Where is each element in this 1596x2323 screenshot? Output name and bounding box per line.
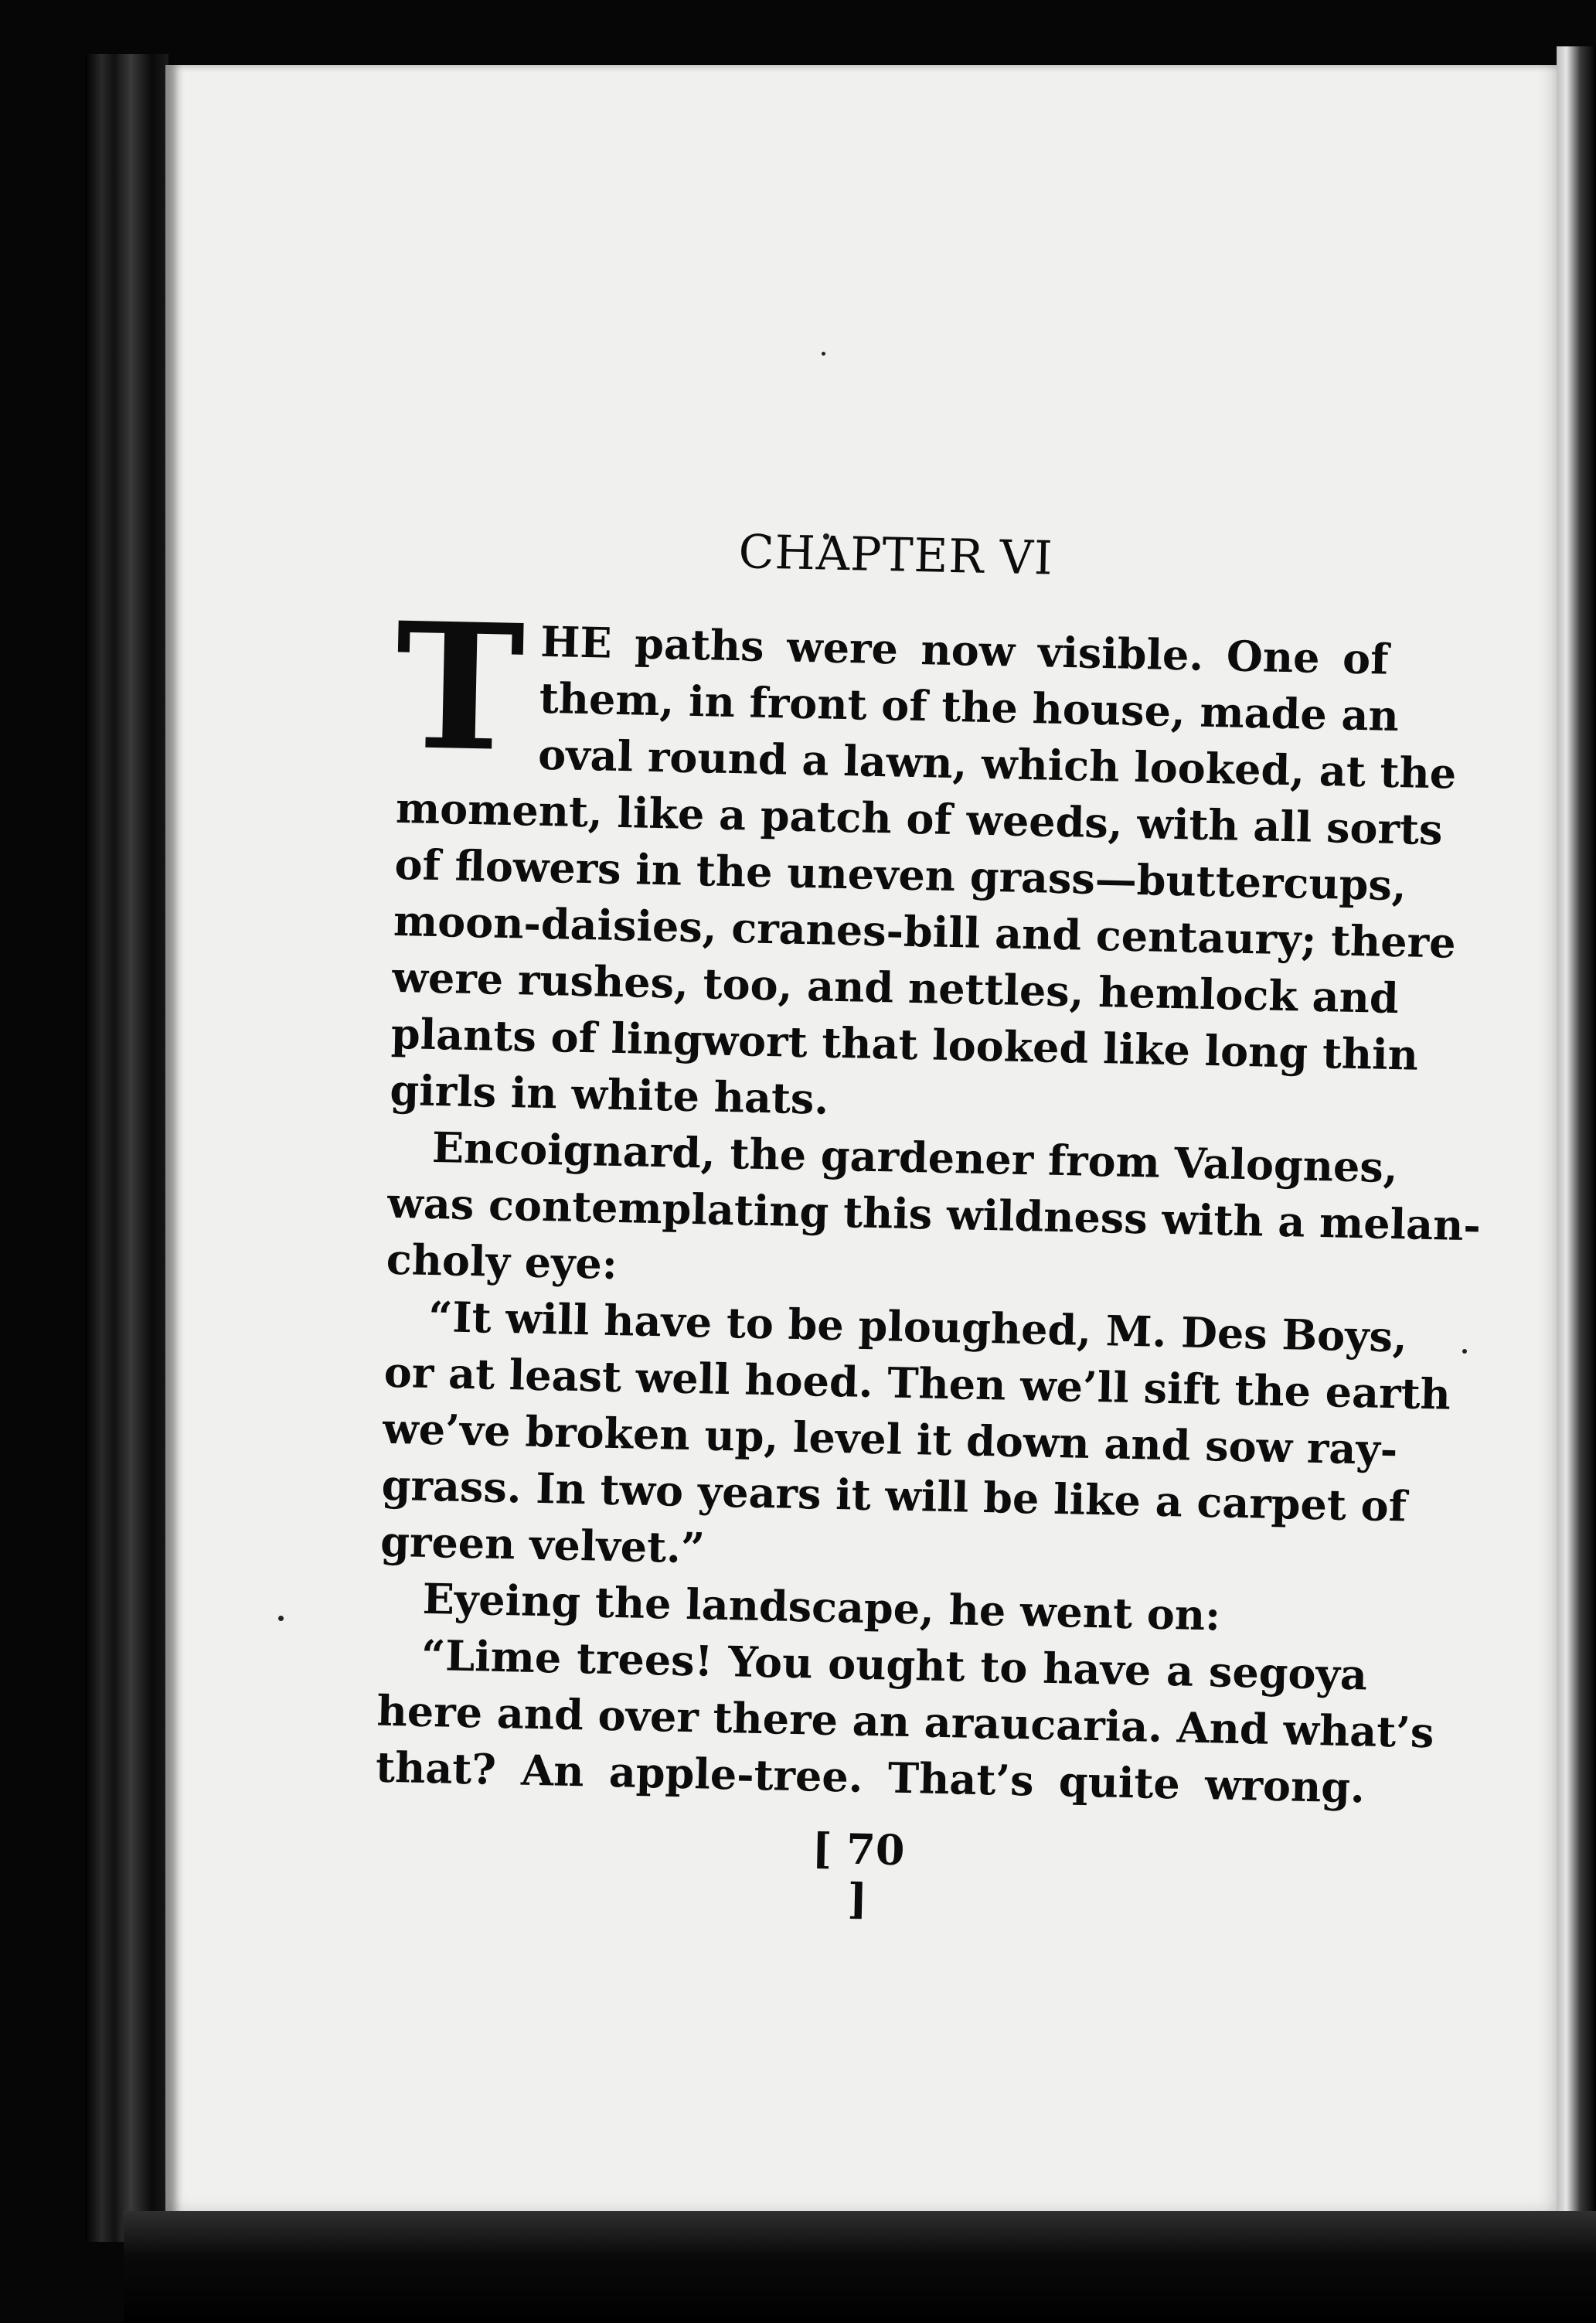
paragraph-2 (386, 1119, 1482, 1309)
text-line: were rushes, too, and nettles, hemlock and (391, 952, 1400, 1024)
text-line: “Lime trees! You ought to have a segoya (420, 1630, 1368, 1700)
page-bottom-edge (124, 2211, 1596, 2323)
text-line: that? An apple-tree. That’s quite wrong. (375, 1742, 1366, 1813)
text-line: grass. In two years it will be like a carpet of (381, 1460, 1407, 1531)
text-line: of flowers in the uneven grass—buttercups, (393, 839, 1407, 911)
drop-cap: T (393, 584, 526, 791)
text-line: was contemplating this wildness with a melan- (386, 1177, 1482, 1251)
text-line: HE paths were now visible. One of (539, 616, 1390, 684)
text-line: Encoignard, the gardener from Valognes, (431, 1122, 1399, 1193)
page-right-edge (1557, 46, 1596, 2288)
text-line: moment, like a patch of weeds, with all sorts (395, 782, 1444, 855)
paragraph-1 (389, 584, 1457, 1139)
text-line: plants of lingwort that looked like long thin (390, 1008, 1419, 1080)
paragraph-3 (379, 1288, 1451, 1591)
text-line: we’ve broken up, level it down and sow ray- (382, 1403, 1398, 1475)
text-line: them, in front of the house, made an (539, 673, 1400, 741)
paragraph-5 (375, 1626, 1435, 1817)
text-line: moon-daisies, cranes-bill and centaury; there (393, 895, 1457, 968)
text-line: choly eye: (386, 1234, 618, 1289)
dust-speck (278, 1616, 284, 1621)
text-line: oval round a lawn, which looked, at the (537, 729, 1457, 799)
page-text (375, 518, 1482, 1816)
page-number: [ 70 ] (812, 1823, 906, 1924)
text-line: girls in white hats. (389, 1064, 829, 1124)
dust-speck (1462, 1349, 1467, 1354)
text-line: green velvet.” (379, 1516, 706, 1573)
text-line: or at least well hoed. Then we’ll sift the earth (383, 1347, 1451, 1419)
book-binding-edge (85, 54, 168, 2242)
dust-speck (822, 352, 825, 356)
text-line: here and over there an araucaria. And what’s (376, 1685, 1435, 1758)
text-line: “It will have to be ploughed, M. Des Boys, (427, 1291, 1408, 1362)
text-line: Eyeing the landscape, he went on: (422, 1573, 1221, 1640)
chapter-title-text: CHAPTER VI (737, 525, 1054, 586)
